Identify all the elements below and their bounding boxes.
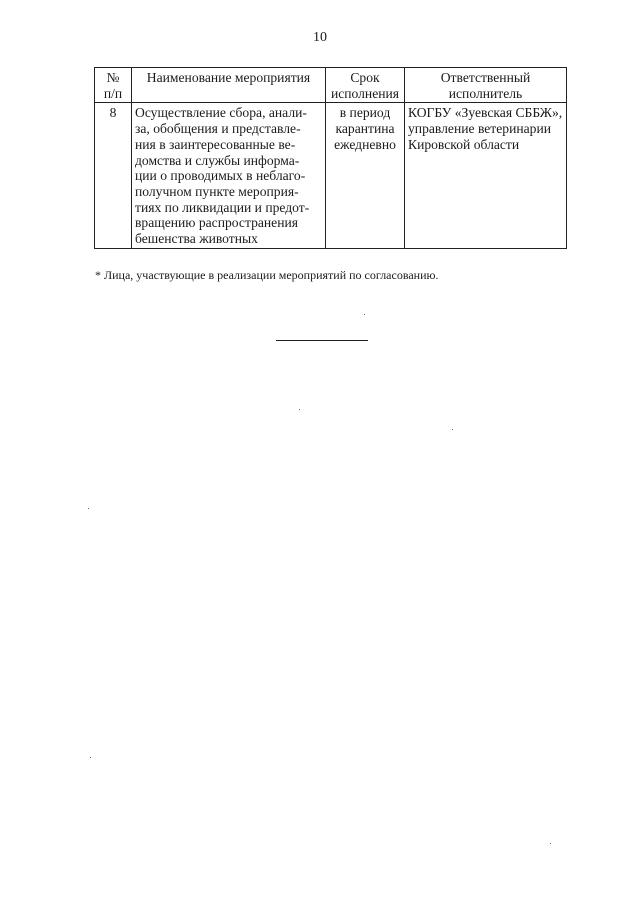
- events-table: [94, 67, 567, 249]
- responsible-line: Кировской области: [408, 136, 520, 152]
- header-number-line: п/п: [103, 85, 123, 101]
- event-name-line: ции о проводимых в неблаго-: [135, 168, 306, 184]
- responsible-line: КОГБУ «Зуевская СББЖ»,: [408, 105, 563, 121]
- event-name-line: тиях по ликвидации и предот-: [135, 199, 310, 215]
- scan-speck: [550, 843, 551, 844]
- header-term-line: Срок: [350, 70, 380, 85]
- page-number: 10: [313, 30, 327, 45]
- header-responsible-line: исполнитель: [448, 85, 523, 101]
- scan-speck: [452, 429, 453, 430]
- header-number: [95, 68, 132, 103]
- term-line: ежедневно: [334, 136, 396, 152]
- header-name: [132, 68, 326, 103]
- header-term-line: исполнения: [330, 85, 400, 101]
- event-name-line: домства и службы информа-: [135, 152, 300, 168]
- row-number: 8: [95, 103, 132, 248]
- table-row: [95, 103, 567, 248]
- responsible-line: управление ветеринарии: [408, 121, 552, 137]
- header-name-line: Наименование мероприятия: [146, 70, 311, 85]
- scan-speck: [299, 409, 300, 410]
- event-name-line: получном пункте мероприя-: [135, 183, 299, 199]
- header-number-line: №: [106, 70, 120, 85]
- row-term: [326, 103, 405, 248]
- footnote: * Лица, участвующие в реализации мероприятий по согласованию.: [95, 268, 439, 282]
- scan-speck: [364, 314, 365, 315]
- event-name-line: за, обобщения и представле-: [135, 121, 301, 137]
- term-line: в период: [339, 105, 391, 121]
- scan-speck: [90, 757, 91, 758]
- term-line: карантина: [335, 121, 395, 137]
- scan-speck: [88, 508, 89, 509]
- header-responsible: [405, 68, 567, 103]
- header-responsible-line: Ответственный: [440, 70, 531, 85]
- row-responsible: [405, 103, 567, 248]
- event-name-line: вращению распространения: [135, 215, 299, 231]
- table-header-row: [95, 68, 567, 103]
- end-divider: [276, 340, 368, 341]
- event-name-line: ния в заинтересованные ве-: [135, 136, 296, 152]
- event-name-line: бешенства животных: [135, 231, 258, 247]
- event-name-line: Осуществление сбора, анали-: [135, 105, 307, 121]
- header-term: [326, 68, 405, 103]
- row-event-name: [132, 103, 326, 248]
